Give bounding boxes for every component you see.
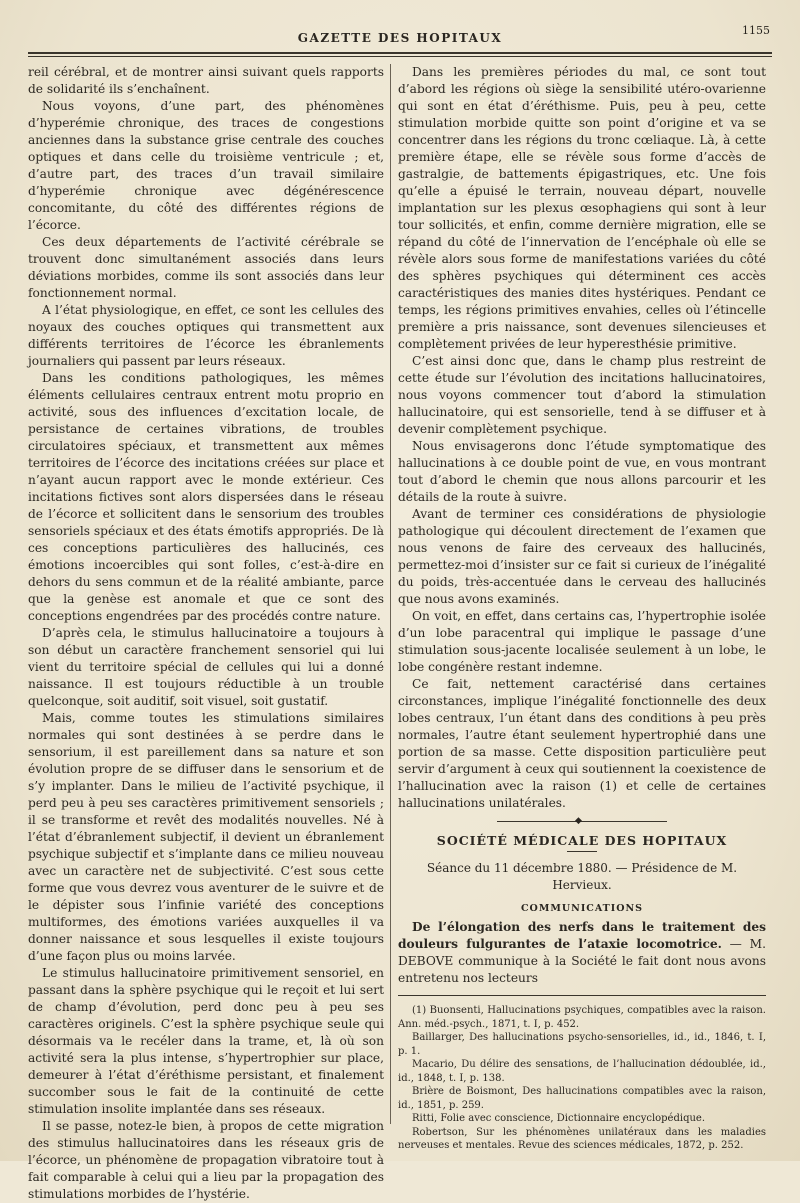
seance-line: Séance du 11 décembre 1880. — Présidence de M. Hervieux. <box>426 861 738 892</box>
right-paragraph: Dans les premières périodes du mal, ce sont tout d’abord les régions où siège la sensibilité utéro-ovarienne qui sont en état d’éréthisme. Puis, peu à peu, cette stimulation morbide quitte son point d’origine et va se concentrer dans les régions du tronc cœliaque. Là, à cette première étape, elle se révèle sous forme d’accès de gastralgie, de battements épigastriques, etc. Une fois qu’elle a épuisé le terrain, nouveau départ, nouvelle implantation sur les plexus œsophagiens qui sont à leur tour sollicités, et enfin, comme dernière migration, elle se répand du côté de l’innervation de l’encéphale où elle se révèle alors sous forme de manifestations variées du côté des sphères psychiques qui déterminent ces accès caractéristiques des manies dites hystériques. Pendant ce temps, les régions primitives envahies, celles où l’étincelle première a pris naissance, sont devenues silencieuses et complètement privées de leur hyperesthésie primitive. <box>398 65 766 351</box>
footnote-entry: Robertson, Sur les phénomènes unilatéraux dans les maladies nerveuses et mentales. Revue des sciences médicales, 1872, p. 252. <box>398 1126 766 1151</box>
right-column <box>398 64 766 1153</box>
right-column-paragraphs <box>398 64 766 812</box>
communication-body: — M. DEBOVE communique à la Société le fait dont nous avons entretenu nos lecteurs <box>398 937 766 985</box>
column-divider <box>390 64 391 1124</box>
footnote-entry: Macario, Du délire des sensations, de l’hallucination dédoublée, id., id., 1848, t. I, p. 138. <box>398 1059 766 1084</box>
right-paragraph: On voit, en effet, dans certains cas, l’hypertrophie isolée d’un lobe paracentral qui implique le passage d’une stimulation sous-jacente localisée seulement à un lobe, le lobe congénère restant indemne. <box>398 609 766 674</box>
right-paragraph: Avant de terminer ces considérations de physiologie pathologique qui découlent directement de l’examen que nous venons de faire des cerveaux des hallucinés, permettez-moi d’insister sur ce fait si curieux de l’inégalité du poids, très-accentuée dans le cerveau des hallucinés que nous avons examinés. <box>398 507 766 606</box>
right-paragraph: Nous envisagerons donc l’étude symptomatique des hallucinations à ce double point de vue, en vous montrant tout d’abord le chemin que nous allons parcourir et les détails de la route à suivre. <box>398 439 766 504</box>
footnote-rule <box>398 995 766 996</box>
left-paragraph: reil cérébral, et de montrer ainsi suivant quels rapports de solidarité ils s’enchaînent. <box>28 65 384 96</box>
left-paragraph: Il se passe, notez-le bien, à propos de cette migration des stimulus hallucinatoires dans les réseaux gris de l’écorce, un phénomène de propagation vibratoire tout à fait comparable à celui qui a lieu par la propagation des stimulations morbides de l’hystérie. <box>28 1119 384 1201</box>
page-header-title: GAZETTE DES HOPITAUX <box>297 31 503 45</box>
section-separator: ◆ <box>497 821 667 826</box>
header-rule-thin <box>28 56 772 57</box>
footnote-entry: Baillarger, Des hallucinations psycho-sensorielles, id., id., 1846, t. I, p. 1. <box>398 1032 766 1057</box>
left-column <box>28 64 384 1203</box>
left-paragraph: Mais, comme toutes les stimulations similaires normales qui sont destinées à se perdre dans le sensorium, il est pareillement dans sa nature et son évolution propre de se diffuser dans le sensorium et de s’y implanter. Dans le milieu de l’activité psychique, il perd peu à peu ses caractères primitivement sensoriels ; il se transforme et revêt des modalités nouvelles. Né à l’état d’ébranlement subjectif, il devient un ébranlement psychique subjectif et s’implante dans ce milieu nouveau avec un caractère net de subjectivité. C’est sous cette forme que vous devrez vous aventurer de le suivre et de le dépister sous l’infinie variété des conceptions multiformes, des émotions variées auxquelles il va donner naissance et sous lesquelles il existe toujours d’une façon plus ou moins larvée. <box>28 711 384 963</box>
left-paragraph: A l’état physiologique, en effet, ce sont les cellules des noyaux des couches optiques qui transmettent aux différents territoires de l’écorce les ébranlements journaliers qui passent par leurs réseaux. <box>28 303 384 368</box>
left-paragraph: Le stimulus hallucinatoire primitivement sensoriel, en passant dans la sphère psychique qui le reçoit et lui sert de champ d’évolution, perd donc peu à peu ses caractères originels. C’est la sphère psychique seule qui désormais va le recéler dans la trame, et, là où son activité sera la plus intense, s’hypertrophier sur place, demeurer à l’état d’éréthisme persistant, et finalement succomber sous le fait de la continuité de cette stimulation insolite implantée dans ses réseaux. <box>28 966 384 1116</box>
title-underline <box>567 851 597 852</box>
communication-title: De l’élongation des nerfs dans le traitement des douleurs fulgurantes de l’ataxie locomotrice. <box>398 920 766 951</box>
footnotes <box>398 1004 766 1153</box>
footnote-entry: (1) Buonsenti, Hallucinations psychiques, compatibles avec la raison. Ann. méd.-psych., 1871, t. I, p. 452. <box>398 1005 766 1030</box>
footnote-entry: Ritti, Folie avec conscience, Dictionnaire encyclopédique. <box>412 1113 706 1124</box>
left-paragraph: D’après cela, le stimulus hallucinatoire a toujours à son début un caractère franchement sensoriel qui lui vient du territoire spécial de cellules qui lui a donné naissance. Il est toujours réductible à un trouble quelconque, soit auditif, soit visuel, soit gustatif. <box>28 626 384 708</box>
left-paragraph: Ces deux départements de l’activité cérébrale se trouvent donc simultanément associés dans leurs déviations morbides, comme ils sont associés dans leur fonctionnement normal. <box>28 235 384 300</box>
page-number: 1155 <box>742 24 770 37</box>
footnote-entry: Brière de Boismont, Des hallucinations compatibles avec la raison, id., 1851, p. 259. <box>398 1086 766 1111</box>
society-title: SOCIÉTÉ MÉDICALE DES HOPITAUX <box>436 833 728 848</box>
communication-paragraph <box>398 919 766 987</box>
left-paragraph: Nous voyons, d’une part, des phénomènes d’hyperémie chronique, des traces de congestions anciennes dans la substance grise centrale des couches optiques et dans celle du troisième ventricule ; et, d’autre part, des traces d’un travail similaire d’hyperémie chronique avec dégénérescence concomitante, du côté des différentes régions de l’écorce. <box>28 99 384 232</box>
right-paragraph: C’est ainsi donc que, dans le champ plus restreint de cette étude sur l’évolution des incitations hallucinatoires, nous voyons commencer tout d’abord la stimulation hallucinatoire, qui est sensorielle, tend à se diffuser et à devenir complètement psychique. <box>398 354 766 436</box>
header-rule <box>28 52 772 54</box>
right-paragraph: Ce fait, nettement caractérisé dans certaines circonstances, implique l’inégalité fonctionnelle des deux lobes centraux, l’un étant dans des conditions à peu près normales, l’autre étant seulement hypertrophié dans une portion de sa masse. Cette disposition particulière peut servir d’argument à ceux qui soutiennent la coexistence de l’hallucination avec la raison (1) et celle de certaines hallucinations unilatérales. <box>398 677 766 810</box>
communications-heading: COMMUNICATIONS <box>520 903 644 914</box>
left-paragraph: Dans les conditions pathologiques, les mêmes éléments cellulaires centraux entrent motu proprio en activité, sous des influences d’excitation locale, de persistance de certaines vibrations, de troubles circulatoires spéciaux, et transmettent aux mêmes territoires de l’écorce des incitations créées sur place et n’ayant aucun rapport avec le monde extérieur. Ces incitations fictives sont alors dispersées dans le réseau de l’écorce et sollicitent dans le sensorium des troubles sensoriels spéciaux et des états émotifs appropriés. De là ces conceptions particulières des hallucinés, ces émotions incoercibles qui sont folles, c’est-à-dire en dehors du sens commun et de la réalité ambiante, parce que la genèse est anomale et que ce sont des conceptions engendrées par des procédés contre nature. <box>28 371 384 623</box>
